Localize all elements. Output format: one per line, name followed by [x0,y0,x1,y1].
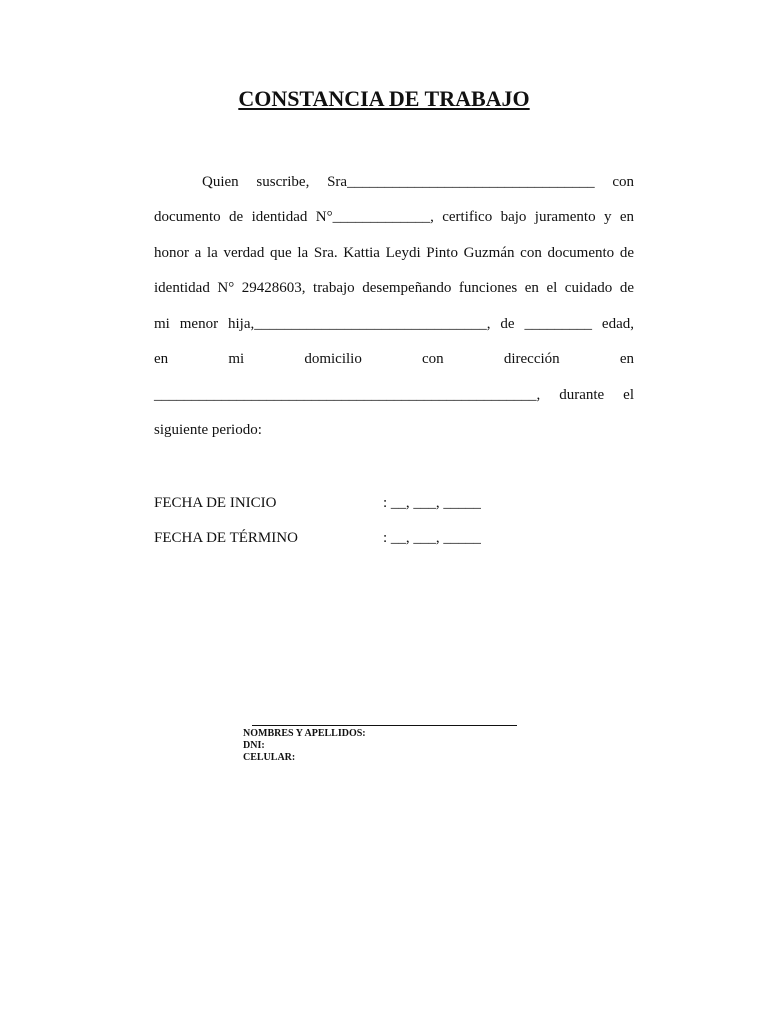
body-line-2: documento de identidad N°_____________, certifico bajo juramento y en [154,209,634,225]
end-date-value: : __, ___, _____ [383,530,481,546]
end-date-label: FECHA DE TÉRMINO [154,530,298,546]
body-line-1: Quien suscribe, Sra_________________________________ con [202,174,634,190]
body-line-4: identidad N° 29428603, trabajo desempeñando funciones en el cuidado de [154,280,634,296]
start-date-label: FECHA DE INICIO [154,495,277,511]
body-line-6: en mi domicilio con dirección en [154,351,634,367]
body-line-5: mi menor hija,_______________________________, de _________ edad, [154,316,634,332]
body-line-3: honor a la verdad que la Sra. Kattia Leydi Pinto Guzmán con documento de [154,245,634,261]
document-title: CONSTANCIA DE TRABAJO [238,86,530,111]
body-line-7: ___________________________________________________, durante el [154,387,634,403]
signature-line [252,725,517,726]
signature-names-label: NOMBRES Y APELLIDOS: [243,728,366,739]
signature-phone-label: CELULAR: [243,752,296,763]
start-date-value: : __, ___, _____ [383,495,481,511]
body-line-8: siguiente periodo: [154,422,262,438]
signature-dni-label: DNI: [243,740,265,751]
